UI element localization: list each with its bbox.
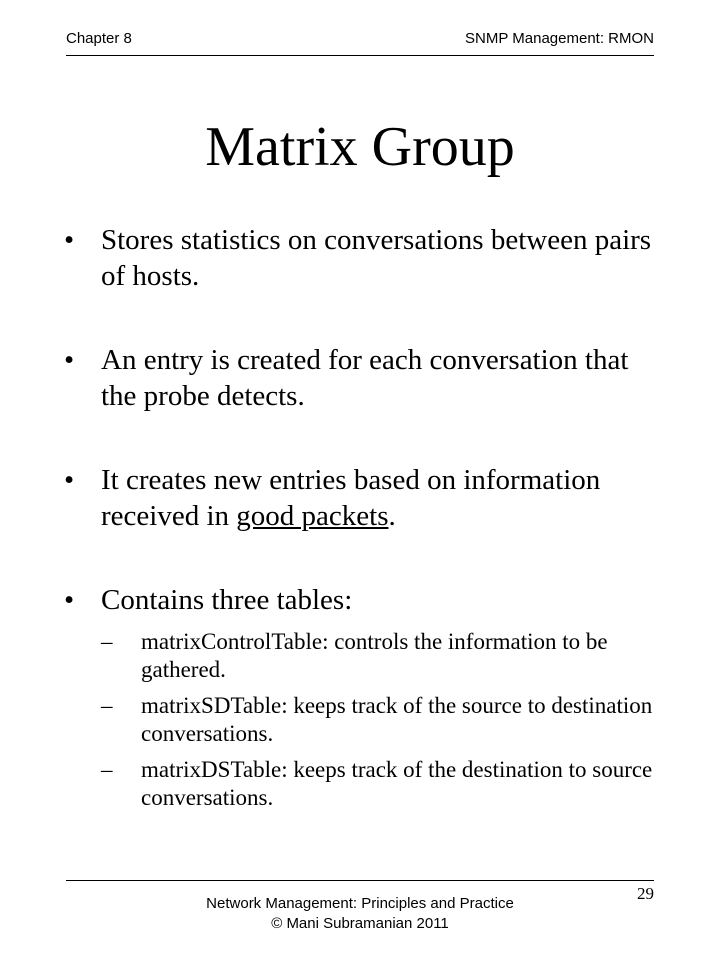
- footer-divider: [66, 880, 654, 881]
- chapter-label: Chapter 8: [66, 30, 132, 47]
- bullet-item: [64, 462, 664, 534]
- slide-footer: [0, 894, 720, 934]
- bullet-text: Contains three tables:: [101, 584, 353, 616]
- bullet-marker: •: [64, 224, 75, 256]
- bullet-list: [64, 222, 664, 820]
- sub-marker: –: [101, 693, 113, 718]
- bullet-marker: •: [64, 344, 75, 376]
- sub-item: [101, 756, 664, 812]
- underlined-phrase: good packets: [236, 500, 389, 532]
- header-divider: [66, 55, 654, 56]
- slide-title: Matrix Group: [205, 116, 515, 178]
- bullet-item: [64, 222, 664, 294]
- bullet-text-after: .: [388, 500, 396, 532]
- topic-label: SNMP Management: RMON: [465, 30, 654, 47]
- bullet-text: An entry is created for each conversation that the probe detects.: [101, 344, 629, 412]
- sub-item: [101, 692, 664, 748]
- footer-copyright: © Mani Subramanian 2011: [271, 915, 449, 932]
- footer-book-title: Network Management: Principles and Practice: [206, 895, 514, 912]
- sub-marker: –: [101, 629, 113, 654]
- sub-marker: –: [101, 757, 113, 782]
- page-number: 29: [637, 884, 654, 903]
- sub-list: [101, 628, 664, 812]
- sub-item: [101, 628, 664, 684]
- bullet-text-before: It creates new entries based on information received in: [101, 464, 601, 532]
- bullet-item: [64, 582, 664, 812]
- sub-item-text: matrixControlTable: controls the information to be gathered.: [141, 629, 608, 682]
- bullet-marker: •: [64, 584, 75, 616]
- bullet-marker: •: [64, 464, 75, 496]
- sub-item-text: matrixDSTable: keeps track of the destination to source conversations.: [141, 757, 653, 810]
- bullet-text: [101, 464, 600, 532]
- bullet-item: [64, 342, 664, 414]
- bullet-text: Stores statistics on conversations between pairs of hosts.: [101, 224, 652, 292]
- sub-item-text: matrixSDTable: keeps track of the source to destination conversations.: [141, 693, 653, 746]
